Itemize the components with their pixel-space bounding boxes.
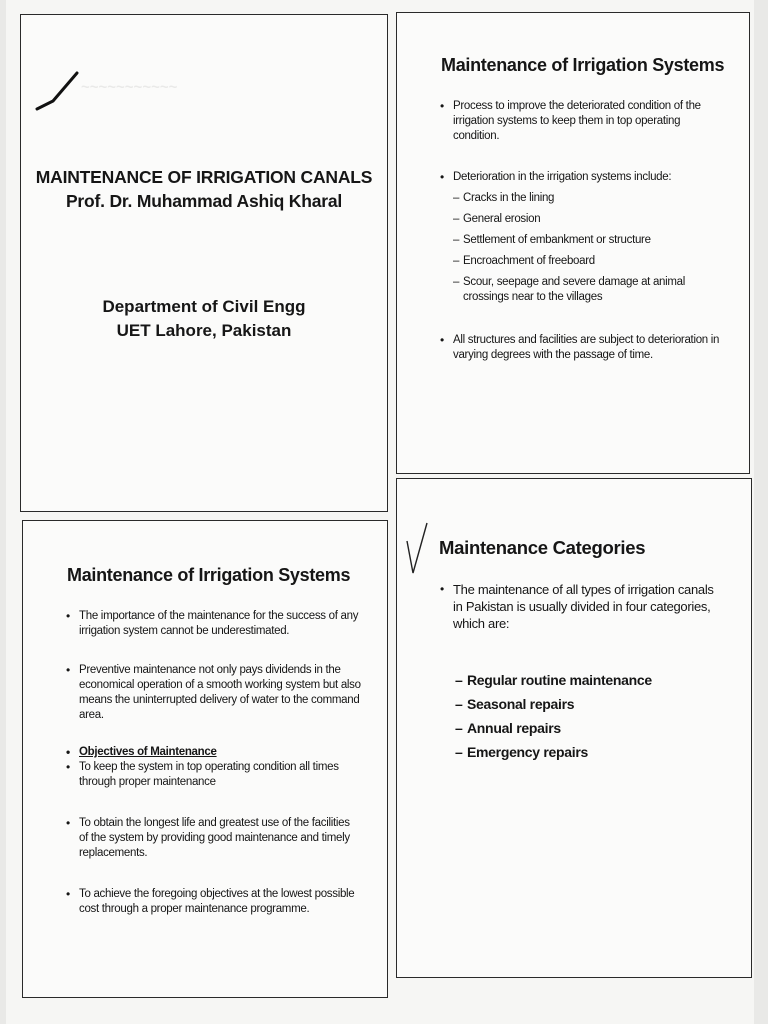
bullet-list — [440, 99, 725, 363]
scanned-page — [6, 0, 754, 1024]
sub-item: – Cracks in the lining — [453, 192, 555, 204]
slide-maintenance-overview — [396, 12, 750, 474]
list-item: • To achieve the foregoing objectives at the lowest possible cost through a proper maintenance programme. — [66, 887, 355, 915]
slide-heading: Maintenance Categories — [439, 537, 646, 558]
check-mark-icon — [403, 519, 433, 579]
objectives-heading: • Objectives of Maintenance — [66, 745, 217, 759]
sub-item: – Scour, seepage and severe damage at animal crossings near to the villages — [453, 276, 686, 303]
sub-item: – General erosion — [453, 213, 541, 225]
category-item: – Seasonal repairs — [455, 696, 575, 712]
list-item: • To obtain the longest life and greatest use of the facilities of the system by providing good maintenance and timely replacements. — [66, 816, 350, 859]
category-item: – Annual repairs — [455, 720, 561, 736]
list-item: • To keep the system in top operating condition all times through proper maintenance — [66, 760, 339, 788]
slide-title — [20, 14, 388, 512]
list-item: • Process to improve the deteriorated condition of the irrigation systems to keep them in top operating condition. — [440, 99, 701, 142]
list-item: • All structures and facilities are subject to deterioration in varying degrees with the passage of time. — [440, 333, 720, 361]
category-item: – Emergency repairs — [455, 744, 588, 760]
category-list — [455, 665, 715, 767]
list-item: • The importance of the maintenance for the success of any irrigation system cannot be underestimated. — [66, 609, 359, 637]
affiliation-block — [21, 295, 387, 343]
slide-maintenance-importance — [22, 520, 388, 998]
pen-mark-icon — [33, 67, 83, 115]
department: Department of Civil Engg — [102, 297, 306, 316]
university: UET Lahore, Pakistan — [116, 321, 292, 340]
author-name: Prof. Dr. Muhammad Ashiq Kharal — [65, 191, 343, 211]
title-block — [21, 165, 387, 213]
slide-heading: Maintenance of Irrigation Systems — [67, 565, 351, 585]
category-item: – Regular routine maintenance — [455, 672, 652, 688]
sub-item: – Encroachment of freeboard — [453, 255, 595, 267]
presentation-title: MAINTENANCE OF IRRIGATION CANALS — [35, 167, 373, 187]
slide-heading: Maintenance of Irrigation Systems — [441, 55, 725, 75]
list-item: • Deterioration in the irrigation systems include: – Cracks in the lining – General erosion – Settlement of embankment or structure – Encroachment of freeboard – Scour, seepage and severe damage at animal crossings near to the villages — [453, 170, 725, 305]
bullet-list — [440, 581, 723, 632]
bleed-through-text: ~~~~~~~~~~~ — [81, 79, 178, 96]
deterioration-list — [453, 191, 725, 305]
sub-item: – Settlement of embankment or structure — [453, 234, 651, 246]
slide-maintenance-categories — [396, 478, 752, 978]
list-item: • Preventive maintenance not only pays dividends in the economical operation of a smooth working system but also means the uninterrupted delivery of water to the command area. — [66, 663, 361, 721]
bullet-list — [66, 609, 361, 917]
list-item: • The maintenance of all types of irrigation canals in Pakistan is usually divided in four categories, which are: — [440, 582, 714, 631]
